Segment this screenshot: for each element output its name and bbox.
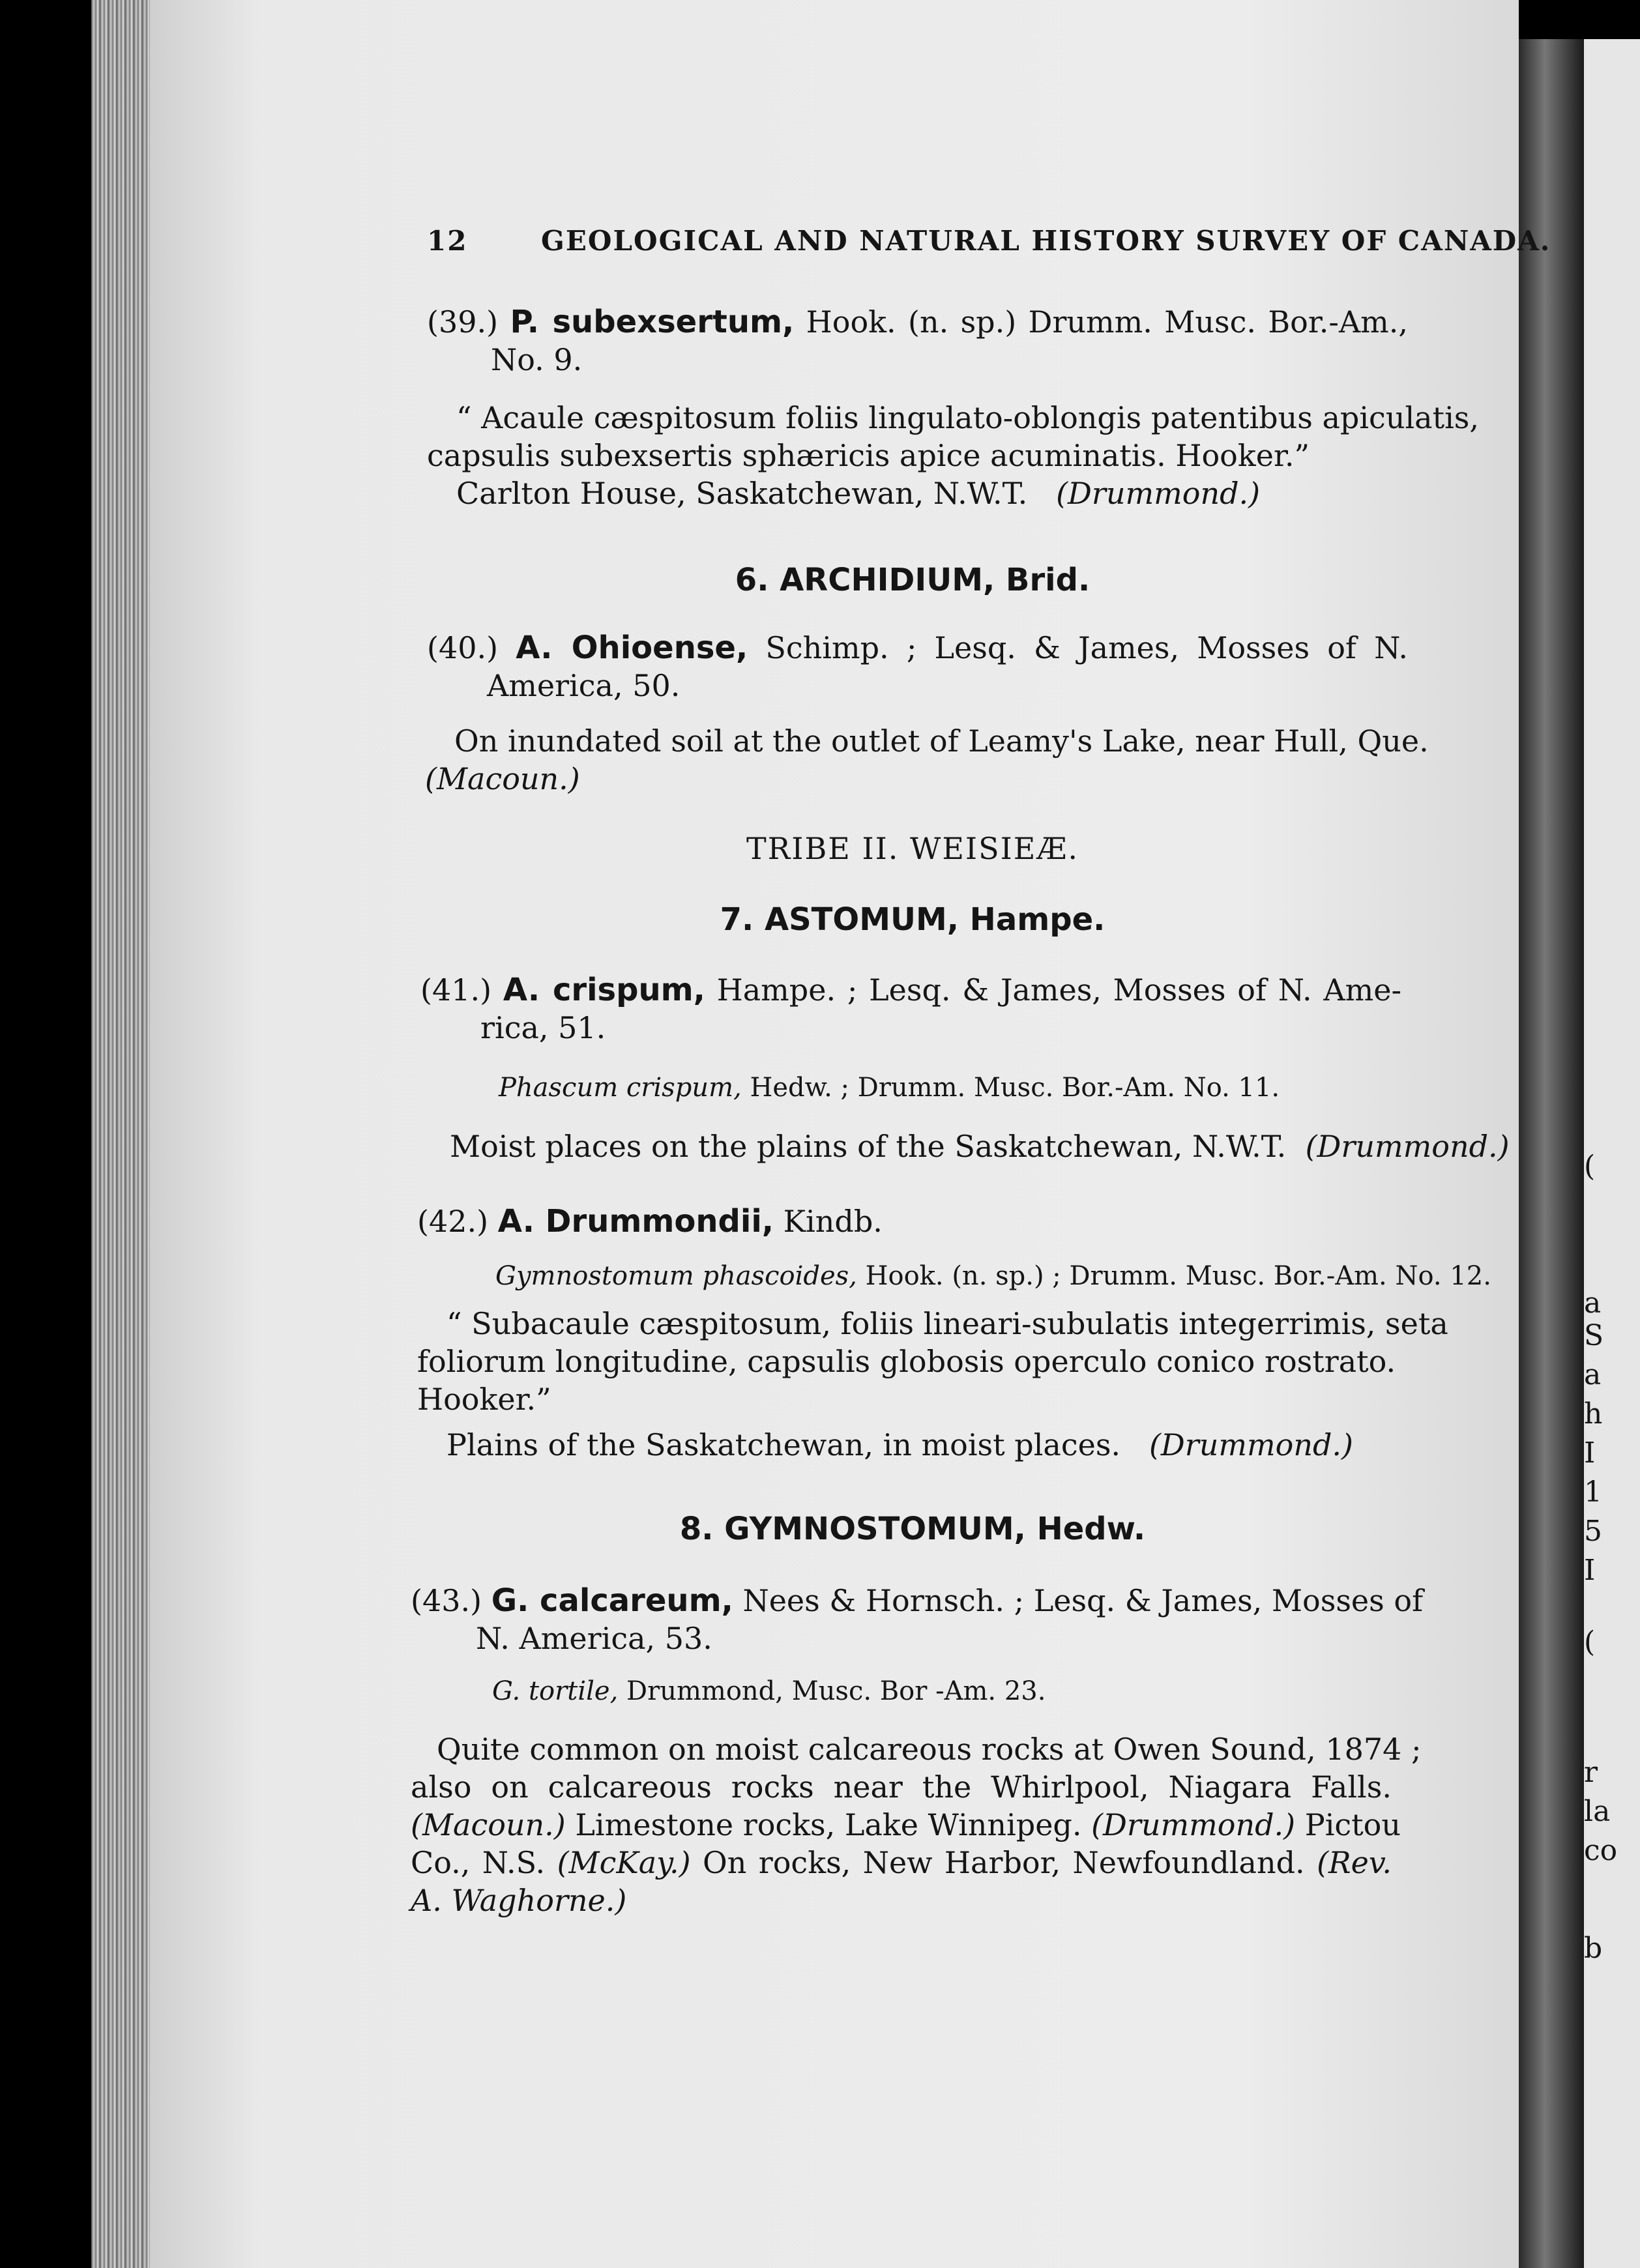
collector: (Drummond.)	[1056, 476, 1261, 511]
entry-41-locality: Moist places on the plains of the Saskatchewan, N.W.T. (Drummond.)	[450, 1129, 1510, 1164]
running-title: GEOLOGICAL AND NATURAL HISTORY SURVEY OF CANADA.	[541, 225, 1551, 257]
citation: Hook. (n. sp.) Drumm. Musc. Bor.-Am.,	[806, 304, 1409, 340]
entry-39-locality: Carlton House, Saskatchewan, N.W.T. (Drummond.)	[456, 476, 1261, 511]
collector: (Macoun.)	[425, 761, 580, 796]
entry-40: (40.) A. Ohioense, Schimp. ; Lesq. & James, Mosses of N. America, 50.	[427, 630, 1409, 703]
collector: (Drummond.)	[1149, 1427, 1353, 1462]
fragment-text: (	[1584, 1150, 1596, 1183]
book-gutter	[1519, 39, 1584, 2268]
synonym: Phascum crispum, Hedw. ; Drumm. Musc. Bor.-Am. No. 11.	[499, 1073, 1280, 1103]
genus-heading: 8. GYMNOSTOMUM, Hedw.	[679, 1511, 1146, 1547]
entry-39	[427, 303, 1408, 379]
entry-42: (42.) A. Drummondii, Kindb.	[417, 1203, 883, 1240]
synonym: Gymnostomum phascoides, Hook. (n. sp.) ; Drumm. Musc. Bor.-Am. No. 12.	[495, 1261, 1491, 1291]
fragment-text: I	[1584, 1436, 1596, 1470]
entry-42-description: “ Subacaule cæspitosum, foliis lineari-subulatis integerrimis, seta foliorum longitudine, capsulis globosis operculo conico rostrato. Hooker.”	[417, 1306, 1448, 1417]
entry-39-description: “ Acaule cæspitosum foliis lingulato-oblongis patentibus apiculatis, capsulis subexsertis sphæricis apice acuminatis. Hooker.”	[427, 400, 1480, 473]
fragment-text: la	[1584, 1795, 1611, 1828]
fragment-text: a	[1584, 1358, 1602, 1391]
fragment-text: 1	[1584, 1476, 1602, 1509]
fragment-text: a	[1584, 1287, 1602, 1320]
fragment-text: r	[1584, 1756, 1598, 1789]
facing-page-fragment	[1584, 39, 1640, 2268]
entry-42-locality: Plains of the Saskatchewan, in moist places. (Drummond.)	[447, 1427, 1353, 1462]
entry-43: (43.) G. calcareum, Nees & Hornsch. ; Lesq. & James, Mosses of N. America, 53.	[411, 1582, 1424, 1656]
collector: (Drummond.)	[1305, 1129, 1510, 1164]
fragment-text: I	[1584, 1554, 1596, 1587]
fragment-text: 5	[1584, 1515, 1602, 1548]
fragment-text: co	[1584, 1834, 1618, 1867]
book-edge-stack	[91, 0, 150, 2268]
genus-heading: 7. ASTOMUM, Hampe.	[720, 901, 1106, 938]
entry-40-locality: On inundated soil at the outlet of Leamy's Lake, near Hull, Que. (Macoun.)	[425, 723, 1429, 796]
page-number: 12	[427, 225, 468, 257]
entry-number: (39.)	[427, 304, 499, 340]
fragment-text: h	[1584, 1397, 1603, 1431]
tribe-heading: TRIBE II. WEISIEÆ.	[746, 831, 1079, 866]
fragment-text: S	[1584, 1319, 1604, 1352]
fragment-text: b	[1584, 1932, 1603, 1965]
entry-43-locality: Quite common on moist calcareous rocks at Owen Sound, 1874 ; also on calcareous rocks near the Whirlpool, Niagara Falls. (Macoun.) Limestone rocks, Lake Winnipeg. (Drummond.) Pictou Co., N.S. (McKay.) On rocks, New Harbor, Newfoundland. (Rev. A. Waghorne.)	[411, 1732, 1422, 1918]
synonym: G. tortile, Drummond, Musc. Bor -Am. 23.	[492, 1676, 1046, 1706]
citation-cont: No. 9.	[491, 342, 583, 377]
genus-heading: 6. ARCHIDIUM, Brid.	[735, 562, 1091, 598]
species-name: P. subexsertum,	[510, 304, 795, 340]
fragment-text: (	[1584, 1625, 1596, 1659]
entry-41: (41.) A. crispum, Hampe. ; Lesq. & James, Mosses of N. Ame- rica, 51.	[420, 972, 1402, 1045]
